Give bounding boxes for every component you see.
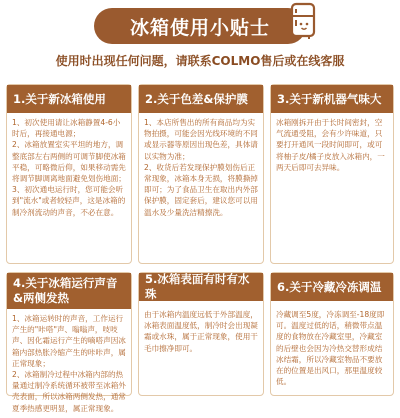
card-title: 6.关于冷藏冷冻调温 (271, 273, 393, 301)
tip-card-temperature (270, 272, 394, 396)
card-text: 2、冰箱放置室实平坦的地方，调整底部左右两侧的可调节脚使冰箱平稳，可略微后仰，如果移动需先将调节脚调离地面避免划伤地面； (12, 140, 126, 184)
card-text: 1、冰箱运转时的声音，工作运行产生的"咔嗒"声、嗡嗡声，吱吱声、因化霜运行产生的嘀嗒声因冰箱内部热胀冷缩产生的咔咔声，属正常现象； (12, 314, 126, 368)
fridge-character-icon (286, 0, 322, 40)
tip-card-noise-heat (6, 272, 132, 413)
card-text: 1、本店所售出的所有商品均为实物拍摄，可能会因光线环境的不同或显示器等原因出现色差，具体请以实物为准； (144, 118, 258, 161)
card-body (139, 113, 263, 222)
card-text: 3、初次通电运行时，您可能会听到"流水"或者较轻声，这是冰箱的制冷剂流动的声音，不必在意。 (12, 185, 126, 217)
card-body (139, 301, 263, 358)
header-banner (94, 8, 306, 44)
card-text: 2、收货后若发现保护膜划伤后正常现象，冰箱本身无损，将膜撕掉即可；为了食品卫生在取出内外部保护膜，固定套后，建议您可以用温水及少量洗洁精擦洗。 (144, 162, 258, 217)
tip-card-condensation (138, 272, 264, 396)
card-text: 2、冰箱制冷过程中冰箱内部的热量通过制冷系统循环被带至冰箱外壳表面，所以冰箱两侧发热，通常夏季热感更明显，属正常现象。 (12, 370, 126, 413)
card-body (271, 301, 393, 391)
subtitle: 使用时出现任何问题，请联系COLMO售后或在线客服 (55, 54, 345, 68)
card-text: 由于冰箱内温度远低于外部温度，冰箱表面温度低，制冷时会出现凝霜或水珠，属于正常现象，使用干毛巾擦净即可。 (144, 310, 258, 353)
card-title: 3.关于新机器气味大 (271, 85, 393, 113)
tip-card-color-film (138, 84, 264, 264)
page-title: 冰箱使用小贴士 (129, 16, 270, 39)
card-body (7, 113, 131, 222)
card-title: 4.关于冰箱运行声音&两侧发热 (7, 273, 131, 309)
tip-card-smell (270, 84, 394, 264)
card-title: 5.冰箱表面有时有水珠 (139, 273, 263, 301)
card-title: 2.关于色差&保护膜 (139, 85, 263, 113)
card-body (271, 113, 393, 177)
card-body (7, 309, 131, 418)
card-text: 1、初次使用请让冰箱静置4-6小时后，再接通电源； (12, 118, 121, 139)
card-title: 1.关于新冰箱使用 (7, 85, 131, 113)
tip-card-new-fridge (6, 84, 132, 264)
card-text: 冷藏调至5度，冷冻调至-18度即可。温度过低的话，稍微带点温度的食物放在冷藏室里，冷藏室的后壁也会因为冷热交替形成结冰结霜，所以冷藏室物品不要放在的位置是出风口，那里温度较低。 (276, 310, 385, 387)
card-text: 冰箱刚拆开由于长时间密封，空气流通受阻，会有少许味道，只要打开通风一段时间即可，或可将柚子皮/橘子皮放入冰箱内，一两天后即可去异味。 (276, 118, 385, 172)
